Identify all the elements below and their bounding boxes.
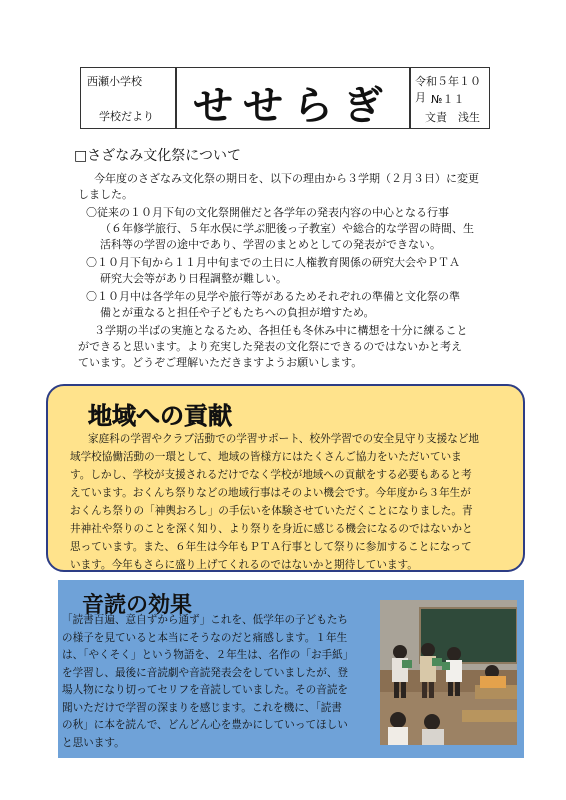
section1-title: □さざなみ文化祭について: [74, 148, 241, 164]
author: 文責 浅生: [425, 111, 480, 124]
newsletter-title: せせらぎ: [193, 83, 393, 129]
section1-line: 活科等の学習の途中であり、学習のまとめとしての発表ができない。: [100, 238, 441, 251]
section3-line: 聞いただけで学習の深まりを感じます。これを機に、「読書: [62, 701, 342, 714]
section2-title: 地域への貢献: [88, 402, 232, 430]
header-school-cell: [80, 67, 176, 129]
section2-line: 井神社や祭りのことを深く知り、より祭りを身近に感じる機会になるのではないかと: [70, 523, 473, 535]
issue-number: №１１: [431, 93, 465, 106]
section1-line: 〇１０月中は各学年の見学や旅行等があるためそれぞれの準備と文化祭の準: [86, 290, 460, 303]
section3-line: の様子を見ていると本当にそうなのだと痛感します。１年生: [62, 631, 348, 644]
section3-title: 音読の効果: [82, 593, 193, 618]
section3-line: 場人物になり切ってセリフを音読していました。その音読を: [62, 684, 349, 696]
section2-line: す。しかし、学校が支援されるだけでなく学校が地域への貢献をする必要もあると考: [70, 469, 472, 481]
section2-line: 思っています。また、６年生は今年もＰＴＡ行事として祭りに参加することになって: [70, 541, 472, 553]
section3-line: を学習し、最後に音読劇や音読発表会をしていましたが、登: [62, 666, 349, 679]
section3-line: は、「やくそく」という物語を、２年生は、名作の「お手紙」: [62, 649, 354, 661]
section2-line: えています。おくんち祭りなどの地域行事はそのよい機会です。今年度から３年生が: [70, 487, 471, 499]
section2-body: [70, 430, 479, 574]
section3-line: 「読書百遍、意自ずから通ず」これを、低学年の子どもたち: [62, 614, 349, 626]
header-title-cell: [176, 67, 410, 129]
section3-line: と思います。: [62, 736, 125, 749]
community-contribution-box: [46, 384, 525, 572]
section1-line: 研究大会等があり日程調整が難しい。: [100, 272, 287, 285]
classroom-photo-illustration: [380, 600, 517, 745]
section2-line: 家庭科の学習やクラブ活動での学習サポート、校外学習での安全見守り支援など地: [88, 433, 480, 445]
section1-line: しました。: [78, 188, 133, 201]
section1-line: （６年修学旅行、５年水俣に学ぶ肥後っ子教室）や総合的な学習の時間、生: [100, 222, 474, 235]
section3-body: [62, 612, 353, 752]
school-name: 西瀬小学校: [87, 75, 142, 88]
section1-line: 今年度のさざなみ文化祭の期日を、以下の理由から３学期（２月３日）に変更: [94, 172, 479, 185]
section1-line: 〇従来の１０月下旬の文化祭開催だと各学年の発表内容の中心となる行事: [86, 206, 449, 219]
section2-line: います。今年もさらに盛り上げてくれるのではないかと期待しています。: [70, 559, 418, 571]
section1-line: ができると思います。より充実した発表の文化祭にできるのではないかと考え: [78, 340, 463, 353]
issue-date: 令和５年１０月: [415, 75, 481, 104]
section1-line: 備とが重なると担任や子どもたちへの負担が増すため。: [100, 306, 375, 319]
header-info-cell: [410, 67, 490, 129]
newsletter-type: 学校だより: [99, 110, 154, 123]
classroom-photo: [380, 600, 517, 745]
section1-line: 〇１０月下旬から１１月中旬までの土日に人権教育関係の研究大会やＰＴＡ: [86, 256, 460, 269]
section2-line: おくんち祭りの「神輿おろし」の手伝いを体験させていただくことになりました。青: [70, 505, 473, 517]
section1-line: ています。どうぞご理解いただきますようお願いします。: [78, 356, 363, 369]
section2-line: 域学校協働活動の一環として、地域の皆様方にはたくさんご協力をいただいていま: [70, 451, 462, 463]
section1-line: ３学期の半ばの実施となるため、各担任も冬休み中に構想を十分に練ること: [94, 324, 468, 337]
section3-line: の秋」に本を読んで、どんどん心を豊かにしていってほしい: [62, 719, 348, 731]
